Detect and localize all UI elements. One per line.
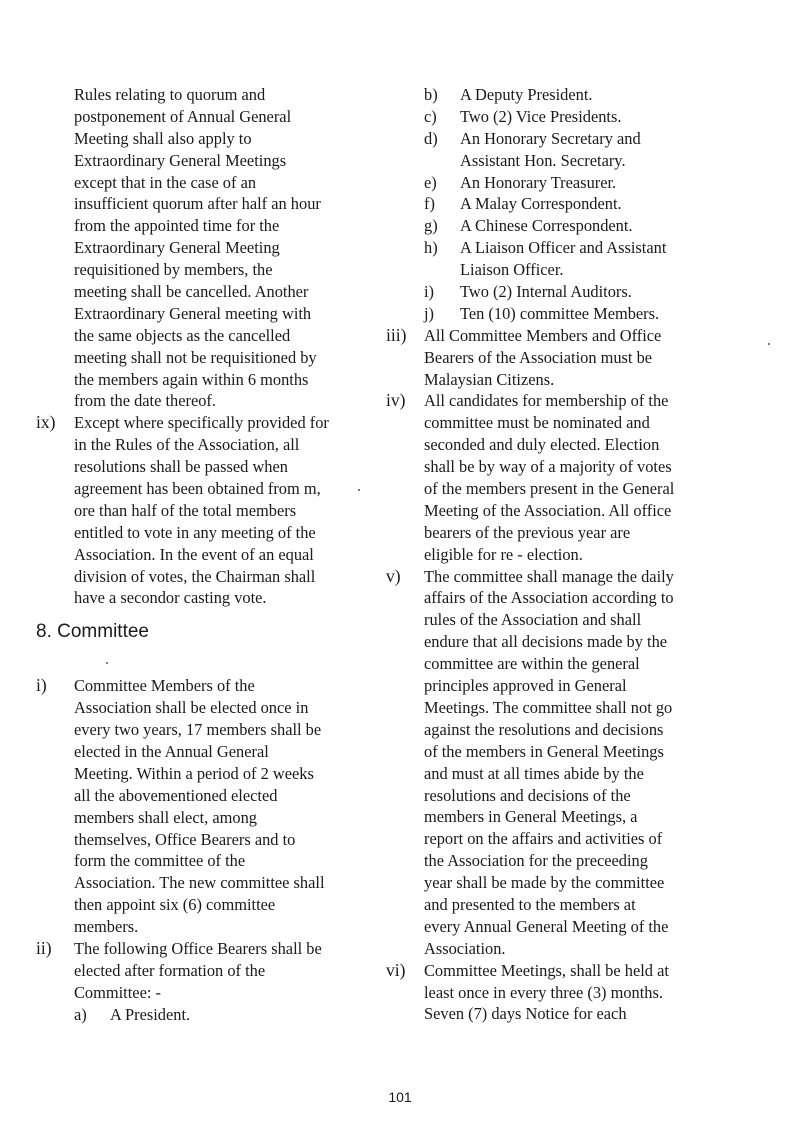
text-line: Committee: - — [74, 982, 161, 1002]
text-line: postponement of Annual General — [74, 106, 292, 126]
paragraph-ix — [36, 412, 376, 609]
page-number: 101 — [388, 1089, 412, 1105]
text-line: Two (2) Internal Auditors. — [460, 282, 632, 302]
office-item-h — [386, 237, 726, 281]
text-line: Extraordinary General meeting with — [74, 303, 312, 323]
paragraph-marker: vi) — [386, 959, 406, 980]
text-line: and presented to the members at — [424, 894, 636, 914]
paragraph-v — [386, 566, 726, 960]
paragraph-marker: iii) — [386, 324, 407, 345]
paragraph-marker: v) — [386, 565, 401, 586]
text-line: the same objects as the cancelled — [74, 325, 291, 345]
text-line: Assistant Hon. Secretary. — [460, 150, 626, 170]
item-label: f) — [424, 194, 435, 214]
text-line: the Association for the preceeding — [424, 851, 648, 871]
paragraph-iv — [386, 390, 726, 565]
text-line: seconded and duly elected. Election — [424, 435, 660, 455]
text-line: A President. — [110, 1004, 191, 1024]
text-line: every two years, 17 members shall be — [74, 720, 322, 740]
text-line: Meeting. Within a period of 2 weeks — [74, 763, 314, 783]
office-item-a — [36, 1004, 376, 1026]
text-line: All candidates for membership of the — [424, 391, 669, 411]
text-line: A Chinese Correspondent. — [460, 216, 633, 236]
text-line: Extraordinary General Meeting — [74, 238, 280, 258]
text-line: of the members in General Meetings — [424, 741, 664, 761]
scan-speck — [768, 343, 770, 345]
office-item-e — [386, 172, 726, 194]
text-line: Association shall be elected once in — [74, 698, 309, 718]
paragraph-iii — [386, 325, 726, 391]
text-line: bearers of the previous year are — [424, 522, 631, 542]
right-column — [386, 84, 726, 1025]
paragraph-vi — [386, 960, 726, 1026]
text-line: every Annual General Meeting of the — [424, 916, 669, 936]
office-item-b — [386, 84, 726, 106]
text-line: of the members present in the General — [424, 479, 675, 499]
text-line: Committee Meetings, shall be held at — [424, 960, 669, 980]
text-line: members. — [74, 917, 139, 937]
text-line: Seven (7) days Notice for each — [424, 1004, 627, 1024]
text-line: The committee shall manage the daily — [424, 566, 674, 586]
text-line: have a secondor casting vote. — [74, 588, 267, 608]
item-label: j) — [424, 303, 435, 323]
text-line: Meetings. The committee shall not go — [424, 697, 673, 717]
text-line: Association. The new committee shall — [74, 873, 325, 893]
office-item-d — [386, 128, 726, 172]
text-line: all the abovementioned elected — [74, 785, 278, 805]
text-line: the members again within 6 months — [74, 369, 309, 389]
item-label: a) — [74, 1004, 87, 1024]
paragraph-viii-continuation — [36, 84, 376, 412]
paragraph-marker: ix) — [36, 412, 56, 433]
text-line: year shall be made by the committee — [424, 873, 665, 893]
office-item-i — [386, 281, 726, 303]
item-label: d) — [424, 128, 438, 148]
text-line: themselves, Office Bearers and to — [74, 829, 296, 849]
text-line: from the appointed time for the — [74, 216, 280, 236]
text-line: members shall elect, among — [74, 807, 257, 827]
text-line: Meeting shall also apply to — [74, 128, 252, 148]
text-line: committee are within the general — [424, 654, 640, 674]
text-line: A Liaison Officer and Assistant — [460, 238, 667, 258]
text-line: An Honorary Secretary and — [460, 128, 641, 148]
item-label: c) — [424, 106, 437, 126]
office-item-j — [386, 303, 726, 325]
paragraph-ii — [36, 938, 376, 1004]
text-line: committee must be nominated and — [424, 413, 650, 433]
paragraph-marker: ii) — [36, 937, 52, 958]
office-item-c — [386, 106, 726, 128]
text-line: Meeting of the Association. All office — [424, 500, 672, 520]
text-line: in the Rules of the Association, all — [74, 435, 300, 455]
scan-speck — [106, 662, 108, 664]
text-line: Bearers of the Association must be — [424, 347, 653, 367]
text-line: Committee Members of the — [74, 676, 255, 696]
text-line: entitled to vote in any meeting of the — [74, 522, 316, 542]
paragraph-marker: iv) — [386, 390, 406, 411]
spacer — [36, 653, 376, 675]
left-column — [36, 84, 376, 1026]
text-line: Malaysian Citizens. — [424, 369, 555, 389]
office-item-g — [386, 215, 726, 237]
text-line: ore than half of the total members — [74, 500, 297, 520]
text-line: resolutions and decisions of the — [424, 785, 631, 805]
text-line: and must at all times abide by the — [424, 763, 644, 783]
item-label: b) — [424, 85, 438, 104]
text-line: then appoint six (6) committee — [74, 895, 276, 915]
office-item-f — [386, 193, 726, 215]
text-line: Rules relating to quorum and — [74, 85, 266, 104]
text-line: resolutions shall be passed when — [74, 457, 288, 477]
section-heading: 8. Committee — [36, 621, 149, 643]
text-line: from the date thereof. — [74, 391, 216, 411]
text-line: against the resolutions and decisions — [424, 719, 664, 739]
text-line: endure that all decisions made by the — [424, 632, 668, 652]
paragraph-i — [36, 675, 376, 938]
text-line: The following Office Bearers shall be — [74, 938, 322, 958]
text-line: A Deputy President. — [460, 85, 593, 104]
text-line: meeting shall be cancelled. Another — [74, 282, 309, 302]
text-line: report on the affairs and activities of — [424, 829, 663, 849]
item-label: e) — [424, 172, 437, 192]
text-line: form the committee of the — [74, 851, 246, 871]
text-line: An Honorary Treasurer. — [460, 172, 617, 192]
text-line: shall be by way of a majority of votes — [424, 457, 672, 477]
text-line: affairs of the Association according to — [424, 588, 674, 608]
text-line: members in General Meetings, a — [424, 807, 638, 827]
text-line: Extraordinary General Meetings — [74, 150, 287, 170]
text-line: least once in every three (3) months. — [424, 982, 663, 1002]
text-line: meeting shall not be requisitioned by — [74, 347, 317, 367]
text-line: elected after formation of the — [74, 960, 266, 980]
text-line: requisitioned by members, the — [74, 260, 273, 280]
text-line: Association. In the event of an equal — [74, 544, 314, 564]
text-line: Except where specifically provided for — [74, 413, 329, 433]
text-line: All Committee Members and Office — [424, 325, 662, 345]
text-line: Association. — [424, 938, 506, 958]
text-line: elected in the Annual General — [74, 741, 269, 761]
text-line: A Malay Correspondent. — [460, 194, 622, 214]
text-line: Two (2) Vice Presidents. — [460, 106, 622, 126]
text-line: Ten (10) committee Members. — [460, 303, 660, 323]
text-line: agreement has been obtained from m, — [74, 479, 321, 499]
text-line: principles approved in General — [424, 676, 627, 696]
paragraph-marker: i) — [36, 675, 47, 696]
text-line: insufficient quorum after half an hour — [74, 194, 321, 214]
scan-speck — [358, 489, 360, 491]
item-label: g) — [424, 216, 438, 236]
text-line: Liaison Officer. — [460, 260, 564, 280]
text-line: rules of the Association and shall — [424, 610, 642, 630]
text-line: division of votes, the Chairman shall — [74, 566, 316, 586]
item-label: i) — [424, 282, 435, 302]
text-line: except that in the case of an — [74, 172, 257, 192]
item-label: h) — [424, 238, 438, 258]
text-line: eligible for re - election. — [424, 544, 583, 564]
